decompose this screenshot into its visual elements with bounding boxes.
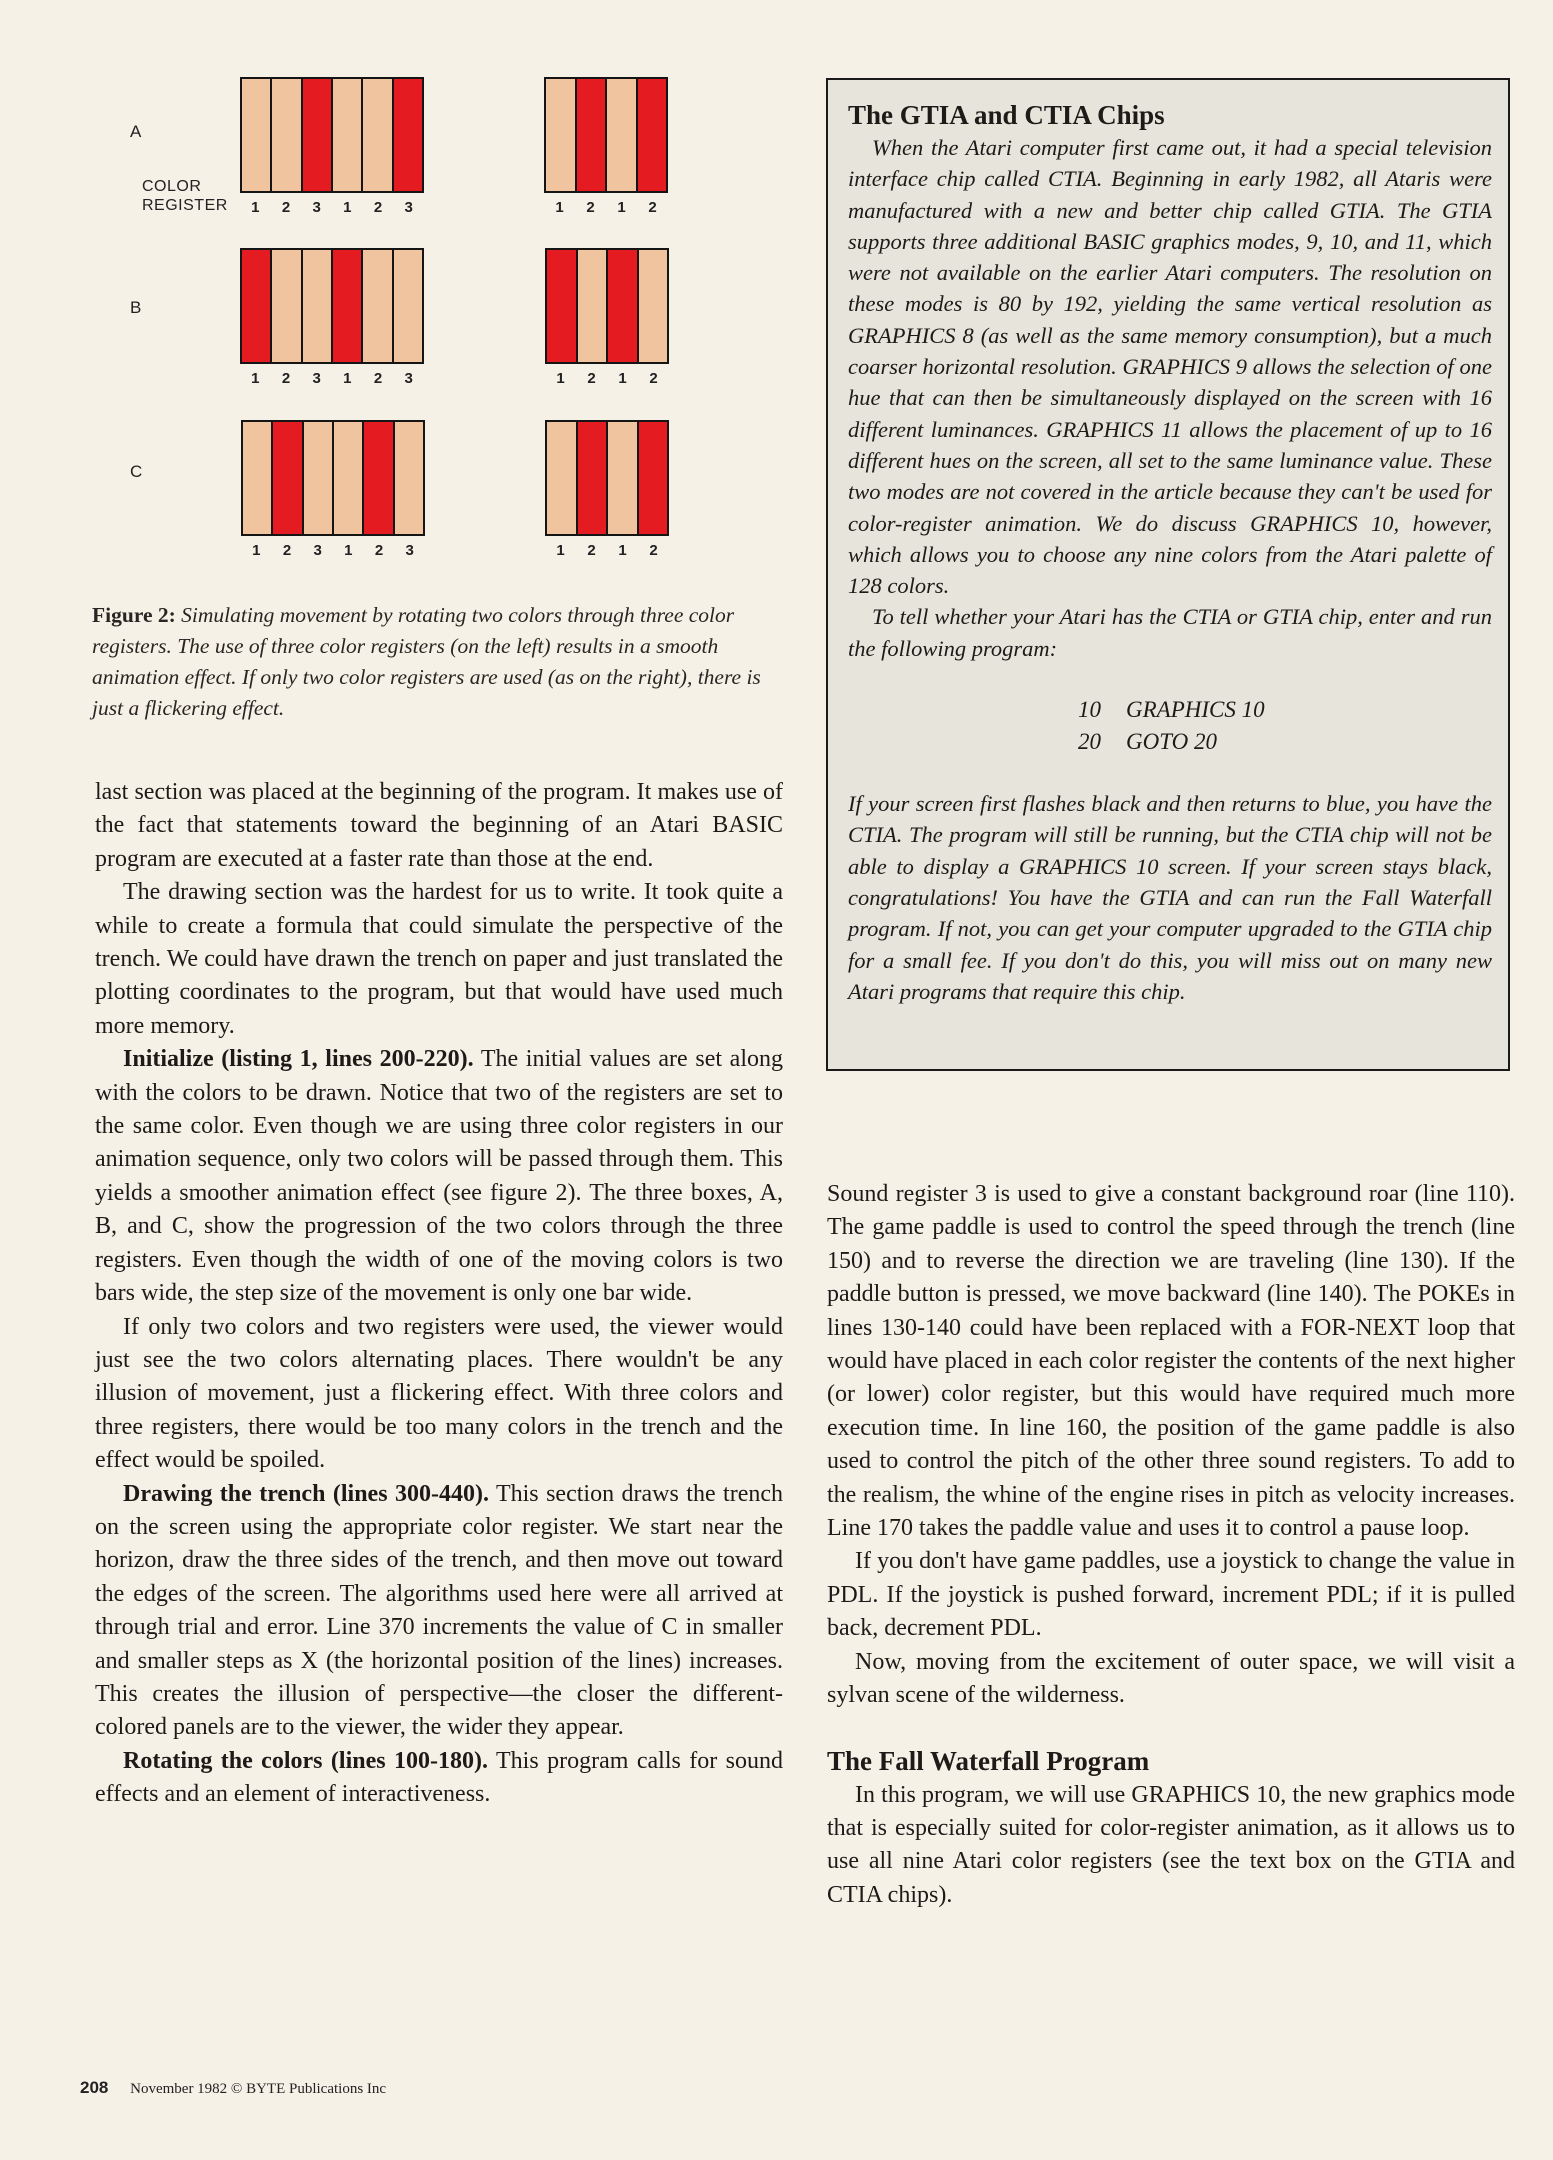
red-bar	[639, 422, 668, 534]
light-bar	[394, 250, 422, 362]
register-numbers	[545, 542, 669, 559]
red-bar	[364, 422, 394, 534]
register-number: 3	[404, 370, 413, 387]
sidebar-paragraph: When the Atari computer first came out, it had a special television interface chip called CTIA. Beginning in early 1982, all Ataris were manufactured with a new and better chip called GTIA. The GTIA supports three additional BASIC graphics modes, 9, 10, and 11, which were not available on the earlier Atari computers. The resolution on these modes is 80 by 192, yielding the same vertical resolution as GRAPHICS 8 (as well as the same memory consumption), but a much coarser horizontal resolution. GRAPHICS 9 allows the selection of one hue that can then be simultaneously displayed on the screen with 16 different luminances. GRAPHICS 11 allows the placement of up to 16 different hues on the screen, all set to the same luminance value. These two modes are not covered in the article because they can't be used for color-register animation. We do discuss GRAPHICS 10, however, which allows you to choose any nine colors from the Atari palette of 128 colors.	[848, 135, 1492, 599]
light-bar	[243, 422, 273, 534]
paragraph: In this program, we will use GRAPHICS 10, the new graphics mode that is especially suited for color-register animation, as it allows us to use all nine Atari color registers (see the text box on the GTIA and CTIA chips).	[827, 1781, 1515, 1908]
two-register-bars-a	[544, 77, 668, 193]
light-bar	[272, 250, 302, 362]
sidebar-box	[826, 78, 1510, 1071]
section-lead: Rotating the colors (lines 100-180).	[123, 1747, 489, 1774]
code-line: 20 GOTO 20	[1078, 729, 1217, 755]
section-lead: Drawing the trench (lines 300-440).	[123, 1480, 489, 1507]
row-label-c: C	[130, 462, 143, 481]
page-number: 208	[80, 2078, 109, 2097]
code-listing	[1078, 694, 1492, 758]
register-number: 2	[587, 370, 596, 387]
register-number: 1	[251, 370, 260, 387]
right-column	[827, 1178, 1515, 1912]
register-number: 2	[281, 370, 291, 387]
register-number: 2	[649, 542, 658, 559]
red-bar	[394, 79, 422, 191]
sidebar-title: The GTIA and CTIA Chips	[848, 100, 1165, 130]
register-number: 2	[374, 542, 384, 559]
paragraph: last section was placed at the beginning of the program. It makes use of the fact that statements toward the beginning of an Atari BASIC program are executed at a faster rate than those at the end.	[95, 779, 783, 872]
caption-label: Figure 2:	[92, 603, 176, 627]
section-lead: Initialize (listing 1, lines 200-220).	[123, 1046, 474, 1073]
red-bar	[242, 250, 272, 362]
register-number: 1	[343, 370, 352, 387]
light-bar	[363, 79, 393, 191]
light-bar	[639, 250, 668, 362]
register-number: 3	[405, 542, 414, 559]
register-number: 1	[343, 199, 352, 216]
register-number: 2	[649, 370, 658, 387]
register-number: 2	[282, 542, 292, 559]
register-number: 3	[312, 199, 321, 216]
register-numbers	[544, 199, 668, 216]
row-label-a: A	[130, 122, 142, 141]
light-bar	[303, 250, 333, 362]
light-bar	[334, 422, 364, 534]
light-bar	[607, 79, 638, 191]
color-register-label: COLOR REGISTER	[142, 178, 228, 214]
register-number: 2	[281, 199, 291, 216]
three-register-bars-c	[241, 420, 425, 536]
register-number: 1	[556, 542, 565, 559]
footer-text: November 1982 © BYTE Publications Inc	[130, 2081, 387, 2097]
register-number: 3	[404, 199, 413, 216]
register-number: 1	[555, 199, 564, 216]
light-bar	[363, 250, 393, 362]
section-heading: The Fall Waterfall Program	[827, 1745, 1150, 1776]
code-line: 10 GRAPHICS 10	[1078, 697, 1265, 723]
register-numbers	[241, 542, 425, 559]
paragraph: The drawing section was the hardest for us to write. It took quite a while to create a formula that could simulate the perspective of the trench. We could have drawn the trench on paper and just translated the plotting coordinates to the program, but that would have used much more memory.	[95, 879, 783, 1039]
light-bar	[242, 79, 272, 191]
red-bar	[273, 422, 303, 534]
paragraph: Drawing the trench (lines 300-440). This section draws the trench on the screen using the appropriate color register. We start near the horizon, draw the three sides of the trench, and then move out toward the edges of the screen. The algorithms used here were all arrived at through trial and error. Line 370 increments the value of C in smaller and smaller steps as X (the horizontal position of the lines) increases. This creates the illusion of perspective—the closer the different-colored panels are to the viewer, the wider they appear.	[95, 1480, 783, 1741]
red-bar	[303, 79, 333, 191]
light-bar	[578, 250, 609, 362]
register-number: 3	[312, 370, 321, 387]
register-number: 2	[373, 370, 383, 387]
sidebar-paragraph: If your screen first flashes black and then returns to blue, you have the CTIA. The program will still be running, but the CTIA chip will not be able to display a GRAPHICS 10 screen. If your screen stays black, congratulations! You have the GTIA and can run the Fall Waterfall program. If not, you can get your computer upgraded to the GTIA chip for a small fee. If you don't do this, you will miss out on many new Atari programs that require this chip.	[848, 791, 1492, 1004]
register-number: 2	[648, 199, 657, 216]
light-bar	[608, 422, 639, 534]
paragraph: Sound register 3 is used to give a constant background roar (line 110). The game paddle is used to control the speed through the trench (line 150) and to reverse the direction we are traveling (line 130). If the paddle button is pressed, we move backward (line 140). The POKEs in lines 130-140 could have been replaced with a FOR-NEXT loop that would have placed in each color register the contents of the next higher (or lower) color register, but this would have required much more execution time. In line 160, the position of the game paddle is also used to control the pitch of the other three sound registers. To add to the realism, the whine of the engine rises in pitch as velocity increases. Line 170 takes the paddle value and uses it to control a pause loop.	[827, 1181, 1515, 1542]
paragraph: Initialize (listing 1, lines 200-220). The initial values are set along with the colors to be drawn. Notice that two of the registers are set to the same color. Even though we are using three color registers in our animation sequence, only two colors will be passed through them. This yields a smoother animation effect (see figure 2). The three boxes, A, B, and C, show the progression of the two colors through the three registers. Even though the width of one of the moving colors is two bars wide, the step size of the movement is only one bar wide.	[95, 1046, 783, 1307]
register-numbers	[545, 370, 669, 387]
paragraph: Now, moving from the excitement of outer space, we will visit a sylvan scene of the wilderness.	[827, 1648, 1515, 1709]
register-number: 1	[556, 370, 565, 387]
register-number: 1	[251, 199, 260, 216]
two-register-bars-c	[545, 420, 669, 536]
page-footer	[80, 2078, 386, 2098]
three-register-bars-a	[240, 77, 424, 193]
register-number: 1	[344, 542, 353, 559]
red-bar	[638, 79, 667, 191]
red-bar	[608, 250, 639, 362]
three-register-bars-b	[240, 248, 424, 364]
register-number: 1	[252, 542, 261, 559]
red-bar	[547, 250, 578, 362]
red-bar	[333, 250, 363, 362]
red-bar	[578, 422, 609, 534]
register-numbers	[240, 370, 424, 387]
left-column	[95, 776, 783, 1812]
paragraph: If only two colors and two registers were used, the viewer would just see the two colors alternating places. There wouldn't be any illusion of movement, just a flickering effect. With three colors and three registers, there would be too many colors in the trench and the effect would be spoiled.	[95, 1313, 783, 1474]
register-number: 1	[618, 370, 627, 387]
register-number: 2	[586, 199, 595, 216]
register-number: 2	[587, 542, 596, 559]
light-bar	[395, 422, 423, 534]
register-number: 3	[313, 542, 322, 559]
register-number: 1	[618, 542, 627, 559]
two-register-bars-b	[545, 248, 669, 364]
register-number: 1	[617, 199, 626, 216]
paragraph: Rotating the colors (lines 100-180). This program calls for sound effects and an element of interactiveness.	[95, 1747, 784, 1808]
figure-caption	[92, 600, 782, 724]
red-bar	[577, 79, 608, 191]
light-bar	[272, 79, 302, 191]
light-bar	[333, 79, 363, 191]
caption-text: Simulating movement by rotating two colors through three color registers. The use of three color registers (on the left) results in a smooth animation effect. If only two color registers are used (as on the right), there is just a flickering effect.	[92, 603, 761, 720]
light-bar	[547, 422, 578, 534]
light-bar	[546, 79, 577, 191]
register-numbers	[240, 199, 424, 216]
paragraph: If you don't have game paddles, use a joystick to change the value in PDL. If the joystick is pushed forward, increment PDL; if it is pulled back, decrement PDL.	[827, 1548, 1515, 1642]
light-bar	[304, 422, 334, 534]
row-label-b: B	[130, 298, 142, 317]
sidebar-paragraph: To tell whether your Atari has the CTIA or GTIA chip, enter and run the following program:	[848, 604, 1492, 661]
register-number: 2	[373, 199, 383, 216]
